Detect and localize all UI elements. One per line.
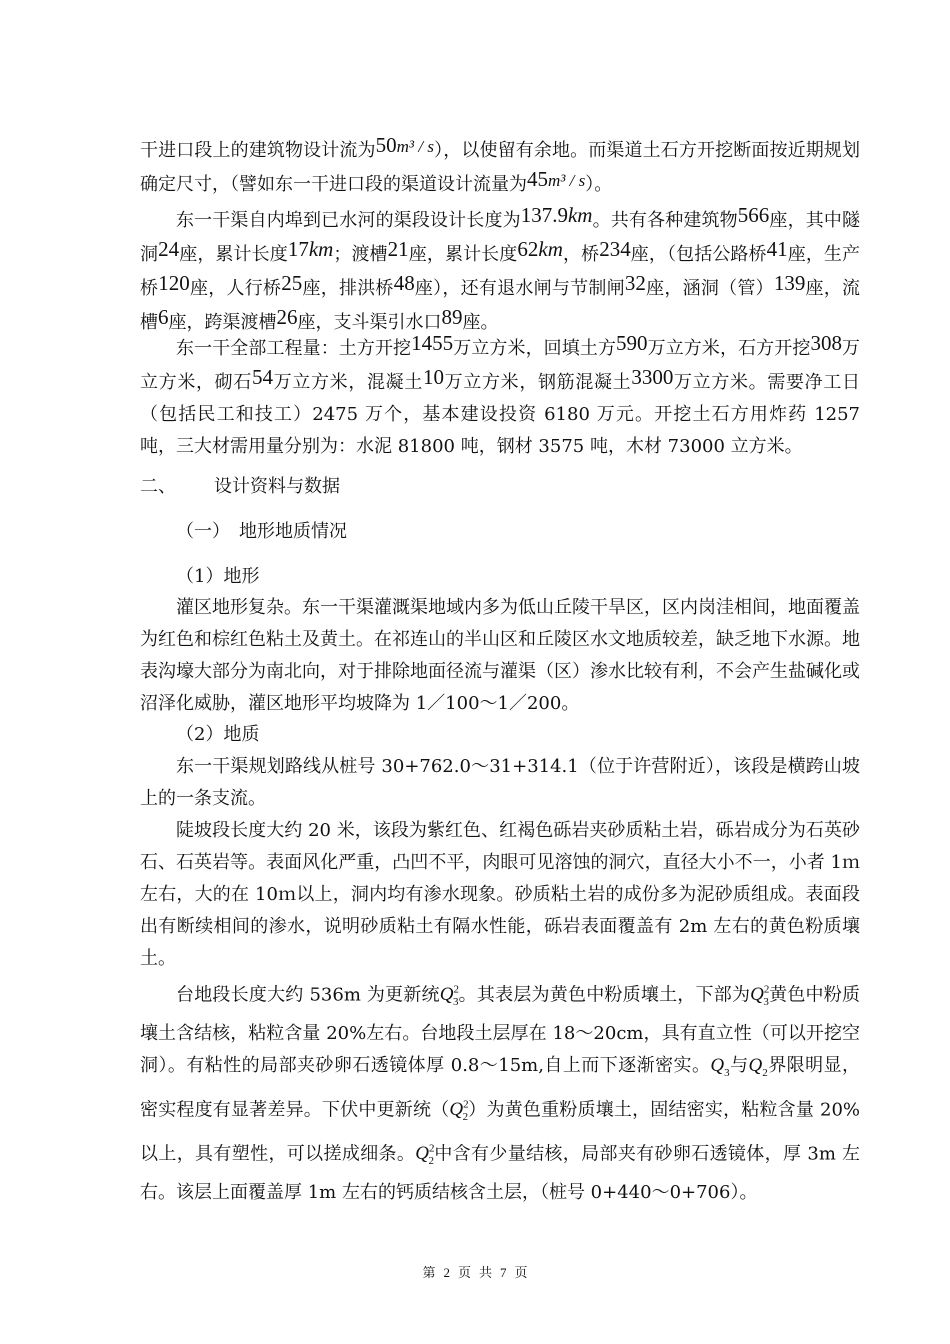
text: 座，人行桥 xyxy=(189,278,282,299)
count: 139 xyxy=(773,271,806,295)
count: 24 xyxy=(158,237,180,261)
paragraph-quantities xyxy=(140,331,860,463)
page-footer xyxy=(0,1262,950,1281)
stratum-symbol: $Q^2_3$ xyxy=(439,984,459,1009)
text: 万立方米，混凝土 xyxy=(273,372,423,393)
quantity: 1455 xyxy=(411,331,454,355)
flow-value: 50 xyxy=(375,133,397,157)
section-number: 二、 xyxy=(140,476,176,497)
length: 62 xyxy=(517,237,539,261)
text: 万立方米，回填土方 xyxy=(453,338,617,359)
text: 界限明显，密实程度有显著差异。下伏中更新统（ xyxy=(140,1055,861,1121)
unit: km xyxy=(308,237,334,261)
unit: km xyxy=(538,237,563,261)
quantity: 308 xyxy=(810,331,842,355)
paragraph-flow-design xyxy=(140,133,860,201)
text: 与 xyxy=(729,1055,749,1077)
paragraph-terrain: 灌区地形复杂。东一干渠灌溉渠地域内多为低山丘陵干旱区，区内岗洼相间，地面覆盖为红色和棕红色粘土及黄土。在祁连山的半山区和丘陵区水文地质较差，缺乏地下水源。地表沟壕大部分为南北向，对于排除地面径流与灌渠（区）渗水比较有利，不会产生盐碱化或沼泽化威胁，灌区地形平均坡降为 1／100～1／200。 xyxy=(140,597,860,714)
footer-text: 页 xyxy=(457,1265,471,1280)
text: 。共有各种建筑物 xyxy=(592,210,738,231)
text: 黄色中粉质壤土含结核，粘粒含量 20%左右。台地段土层厚在 18～20cm，具有直立性（可以开挖空洞）。有粘性的局部夹砂卵石透镜体厚 0.8～15m,自上而下逐渐密实。 xyxy=(140,984,860,1077)
count: 41 xyxy=(766,237,788,261)
paragraph-canal-structures xyxy=(140,203,860,339)
paragraph-terrace xyxy=(140,974,860,1209)
text: ；渡槽 xyxy=(333,244,388,265)
text: 万立方米，砌石 xyxy=(140,338,861,393)
count: 234 xyxy=(599,237,631,261)
text: 。其表层为黄色中粉质壤土，下部为 xyxy=(458,984,751,1006)
count: 566 xyxy=(737,203,770,227)
text: 万立方米，石方开挖 xyxy=(647,338,811,359)
canal-length: 137.9 xyxy=(520,203,568,227)
text: 座，累计长度 xyxy=(179,244,288,265)
footer-text: 第 xyxy=(422,1265,436,1280)
subheading-terrain: （1）地形 xyxy=(176,566,260,587)
footer-text: 共 xyxy=(479,1265,493,1280)
flow-value: 45 xyxy=(527,167,548,191)
count: 32 xyxy=(624,271,646,295)
unit: km xyxy=(567,203,593,227)
quantity: 590 xyxy=(616,331,648,355)
text: 台地段长度大约 536m 为更新统 xyxy=(176,984,440,1006)
section-title: 设计资料与数据 xyxy=(214,476,340,497)
quantity: 3300 xyxy=(631,365,674,389)
text: 东一干渠自内埠到已水河的渠段设计长度为 xyxy=(176,210,521,231)
stratum-symbol: $Q_3$ xyxy=(710,1055,730,1079)
text: 万立方米，钢筋混凝土 xyxy=(444,372,632,393)
subheading-geology: （2）地质 xyxy=(176,724,260,745)
flow-unit: m³ / s xyxy=(548,171,586,190)
text: ），以使留有余地。而渠道土石方开挖断面按近期规划确定尺寸，（譬如东一干进口段的渠道设计流量为 xyxy=(140,140,861,195)
count: 21 xyxy=(387,237,409,261)
paragraph-steep-slope: 陡坡段长度大约 20 米，该段为紫红色、红褐色砾岩夹砂质粘土岩，砾岩成分为石英砂石、石英岩等。表面风化严重，凸凹不平，肉眼可见溶蚀的洞穴，直径大小不一，小者 1ｍ左右，大的在 10ｍ以上，洞内均有渗水现象。砂质粘土岩的成份多为泥砂质组成。表面段出有断续相间的渗水，说明砂质粘土有隔水性能，砾岩表面覆盖有 2m 左右的黄色粉质壤土。 xyxy=(140,820,860,969)
quantity: 10 xyxy=(423,365,444,389)
count: 48 xyxy=(393,271,415,295)
text: ）为黄色重粉质壤土，固结密实，粘粒含量 20%以上，具有塑性，可以搓成细条。 xyxy=(140,1099,860,1165)
text: 座，其中隧洞 xyxy=(140,210,861,265)
text: 座，（包括公路桥 xyxy=(630,244,767,265)
text: 座。 xyxy=(462,312,499,333)
text: 座，跨渠渡槽 xyxy=(168,312,277,333)
page-total: 7 xyxy=(500,1265,507,1280)
text: 座，支斗渠引水口 xyxy=(297,312,442,333)
text: 座，流槽 xyxy=(140,278,861,333)
page-number: 2 xyxy=(443,1265,450,1280)
flow-unit: m³ / s xyxy=(396,137,435,156)
text: 万立方米。需要净工日（包括民工和技工）2475 万个，基本建设投资 6180 万元。开挖土石方用炸药 1257 吨，三大材需用量分别为：水泥 81800 吨，钢材 3575 吨，木材 73000 立方米。 xyxy=(140,372,861,457)
stratum-symbol: $Q_2$ xyxy=(748,1055,768,1079)
count: 6 xyxy=(158,305,169,329)
stratum-symbol: $Q^2_3$ xyxy=(750,984,770,1009)
quantity: 54 xyxy=(252,365,273,389)
text: 座，涵洞（管） xyxy=(645,278,774,299)
count: 89 xyxy=(441,305,463,329)
stratum-symbol: $Q^2_2$ xyxy=(449,1098,469,1124)
count: 25 xyxy=(281,271,303,295)
text: 座，生产桥 xyxy=(140,244,861,299)
text: 东一干全部工程量：土方开挖 xyxy=(176,338,412,359)
count: 26 xyxy=(276,305,298,329)
subsection-heading: （一） 地形地质情况 xyxy=(176,521,347,542)
text: ，桥 xyxy=(562,244,600,265)
count: 120 xyxy=(158,271,190,295)
footer-text: 页 xyxy=(514,1265,528,1280)
text: ）。 xyxy=(585,174,613,195)
text: 座），还有退水闸与节制闸 xyxy=(414,278,625,299)
text: 座，排洪桥 xyxy=(302,278,394,299)
paragraph-route: 东一干渠规划路线从桩号 30+762.0～31+314.1（位于许营附近），该段是横跨山坡上的一条支流。 xyxy=(140,756,860,809)
stratum-symbol: $Q^2_2$ xyxy=(415,1143,435,1168)
length: 17 xyxy=(287,237,309,261)
text: 中含有少量结核，局部夹有砂卵石透镜体，厚 3m 左右。该层上面覆盖厚 1m 左右的钙质结核含土层，（桩号 0+440～0+706）。 xyxy=(140,1143,860,1204)
text: 座，累计长度 xyxy=(408,244,518,265)
text: 干进口段上的建筑物设计流为 xyxy=(140,140,376,161)
section-heading xyxy=(140,471,340,503)
